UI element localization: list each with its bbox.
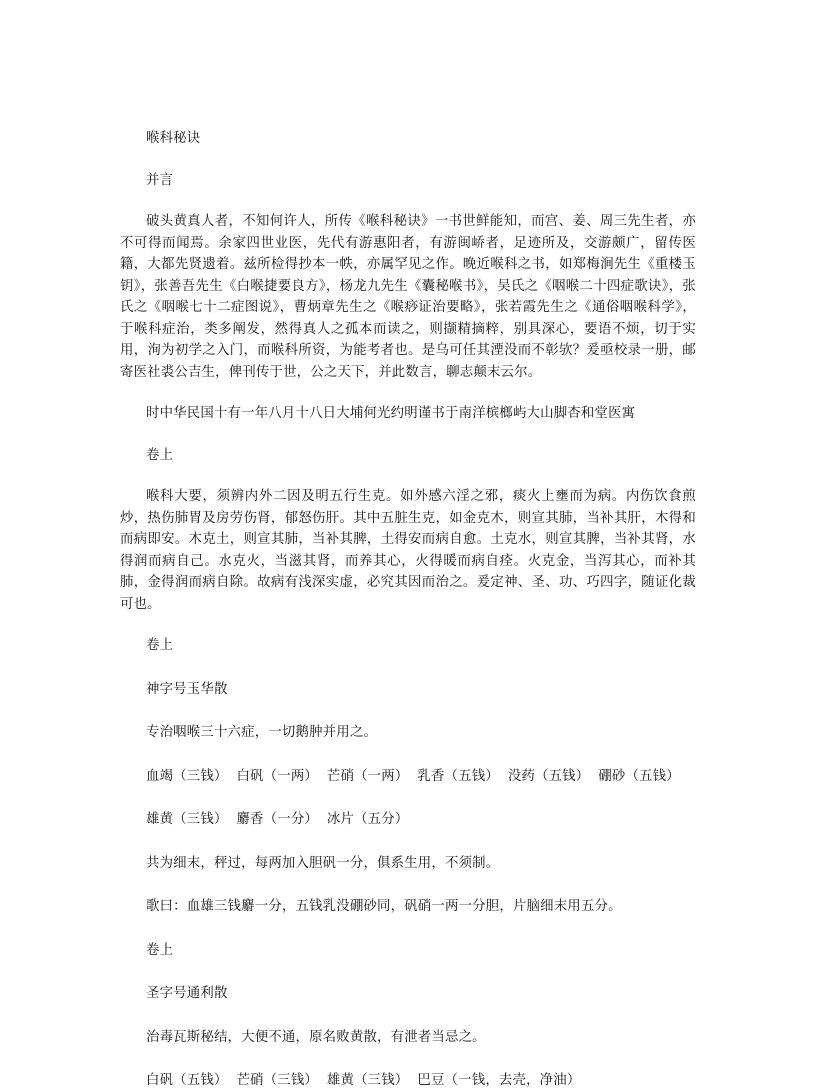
formula-1-song: 歌曰：血雄三钱麝一分，五钱乳没硼砂同，矾硝一两一分胆，片脑细末用五分。 (146, 899, 622, 914)
volume-heading-3: 卷上 (146, 942, 174, 958)
formula-1-preparation: 共为细末，秤过，每两加入胆矾一分，俱系生用，不须制。 (146, 855, 500, 871)
formula-1-ingredients-1: 血竭（三钱） 白矾（一两） 芒硝（一两） 乳香（五钱） 没药（五钱） 硼砂（五钱） (146, 768, 680, 784)
volume-heading-1: 卷上 (146, 447, 174, 463)
formula-1-name: 神字号玉华散 (146, 681, 228, 697)
formula-1-indication: 专治咽喉三十六症，一切鹅肿并用之。 (146, 725, 378, 740)
formula-2-indication: 治毒瓦斯秘结，大便不通，原名败黄散，有泄者当忌之。 (146, 1029, 486, 1045)
preface-body: 破头黄真人者，不知何许人，所传《喉科秘诀》一书世鲜能知，而宫、姜、周三先生者，亦不可得而闻焉。余家四世业医，先代有游惠阳者，有游闽峤者，足迹所及，交游颇广，留传医籍，大都先贤遗着。兹所检得抄本一帙，亦属罕见之作。晚近喉科之书，如郑梅涧先生《重楼玉钥》，张善吾先生《白喉捷要良方》，杨龙九先生《囊秘喉书》，吴氏之《咽喉二十四症歌诀》，张氏之《咽喉七十二症图说》，曹炳章先生之《喉痧证治要略》，张若霞先生之《通俗咽喉科学》，于喉科症治，类多阐发，然得真人之孤本而读之，则撷精摘粹，别具深心，要语不烦，切于实用，洵为初学之入门，而喉科所资，为能考者也。是乌可任其湮没而不彰欤？爰亟校录一册，邮寄医社裘公吉生，俾刊传于世，公之天下，并此数言，聊志颠末云尔。 (120, 214, 696, 380)
intro-body: 喉科大要，须辨内外二因及明五行生克。如外感六淫之邪，痰火上壅而为病。内伤饮食煎炒，热伤肺胃及房劳伤肾，郁怒伤肝。其中五脏生克，如金克木，则宣其肺，当补其肝，木得和而病即安。木克土，则宣其肺，当补其脾，土得安而病自愈。土克水，则宣其脾，当补其肾，水得润而病自己。水克火，当滋其肾，而养其心，火得暖而病自痊。火克金，当泻其心，而补其肺，金得润而病自除。故病有浅深实虚，必究其因而治之。爰定神、圣、功、巧四字，随证化裁可也。 (120, 489, 696, 612)
formula-2-name: 圣字号通利散 (146, 986, 228, 1001)
preface-signature: 时中华民国十有一年八月十八日大埔何光约明谨书于南洋槟榔屿大山脚杏和堂医寓 (146, 406, 636, 421)
formula-1-ingredients-2: 雄黄（三钱） 麝香（一分） 冰片（五分） (146, 812, 409, 827)
preface-heading: 并言 (146, 172, 174, 188)
document-page (120, 128, 696, 1092)
volume-heading-2: 卷上 (146, 638, 174, 653)
document-title: 喉科秘诀 (146, 131, 201, 146)
formula-2-ingredients-1: 白矾（五钱） 芒硝（三钱） 雄黄（三钱） 巴豆（一钱，去壳，净油） (146, 1073, 581, 1088)
